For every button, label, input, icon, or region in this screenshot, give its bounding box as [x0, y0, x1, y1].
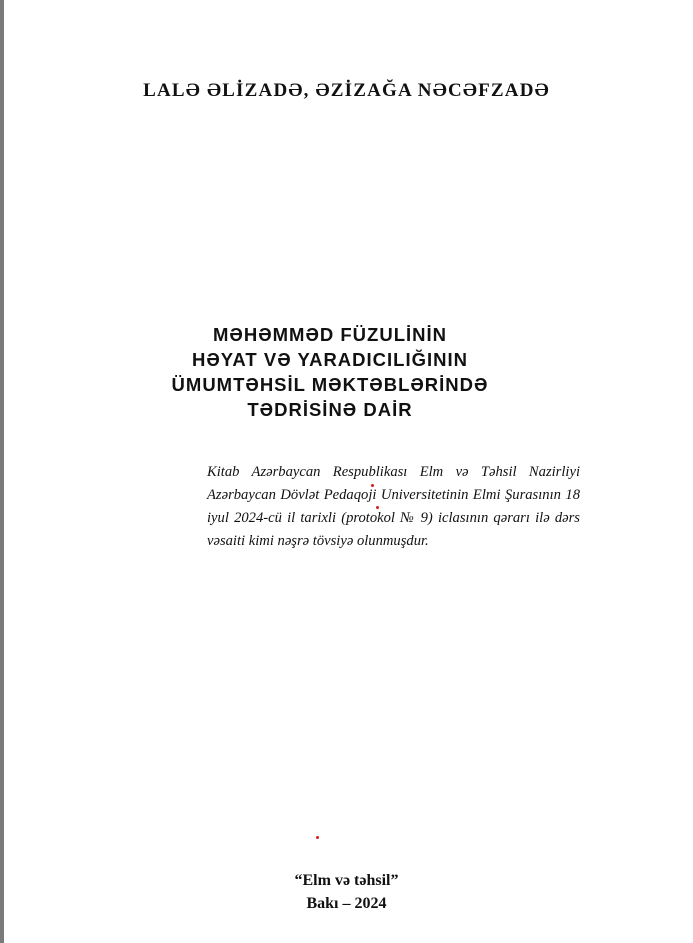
- title-line-4: TƏDRİSİNƏ DAİR: [247, 399, 413, 420]
- red-mark: [376, 506, 379, 509]
- authors: LALƏ ƏLİZADƏ, ƏZİZAĞA NƏCƏFZADƏ: [143, 80, 550, 101]
- title-line-1: MƏHƏMMƏD FÜZULİNİN: [212, 324, 447, 345]
- publisher: “Elm və təhsil”: [294, 872, 399, 889]
- page-left-edge: [0, 0, 4, 943]
- red-mark: [316, 836, 319, 839]
- title-line-2: HƏYAT VƏ YARADICILIĞININ: [192, 349, 468, 370]
- book-title: [120, 322, 540, 422]
- city-year: Bakı – 2024: [306, 895, 387, 912]
- title-line-3: ÜMUMTƏHSİL MƏKTƏBLƏRİNDƏ: [171, 374, 489, 395]
- approval-note: Kitab Azərbaycan Respublikası Elm və Təhsil Nazirliyi Azərbaycan Dövlət Pedaqoji Universitetinin Elmi Şurasının 18 iyul 2024-cü il tarixli (protokol № 9) iclasının qərarı ilə dərs vəsaiti kimi nəşrə tövsiyə olunmuşdur.: [207, 464, 580, 549]
- red-mark: [371, 484, 374, 487]
